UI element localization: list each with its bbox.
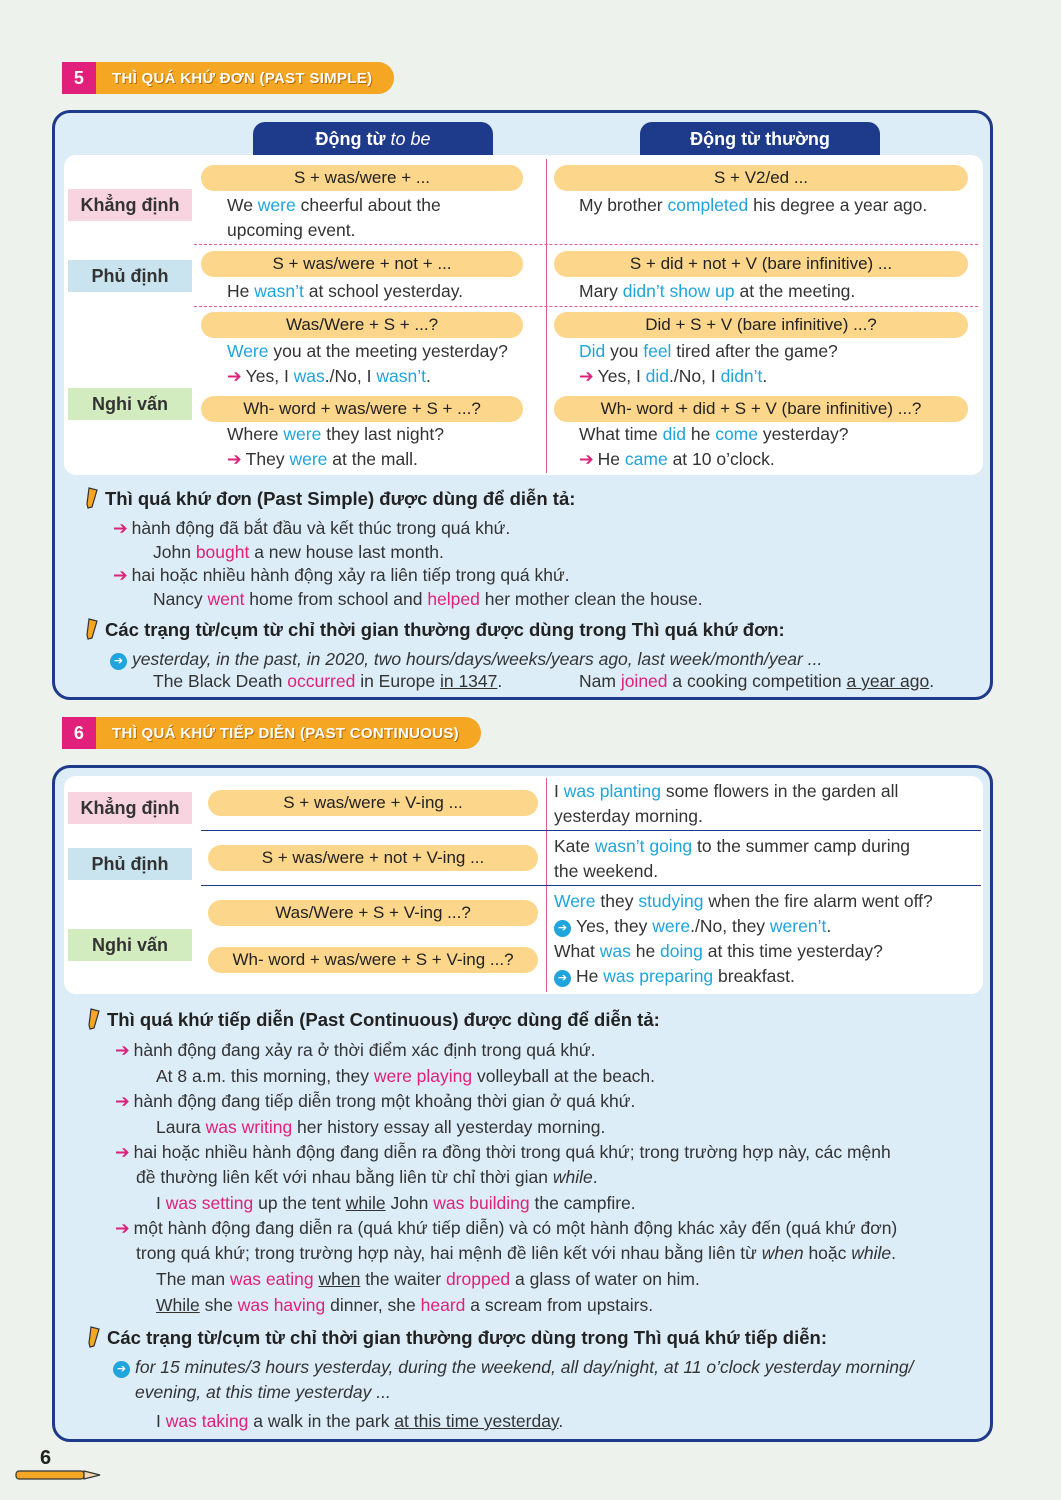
section6-usage-1-example: At 8 a.m. this morning, they were playing volleyball at the beach. — [156, 1066, 656, 1086]
example-neg-regular: Mary didn’t show up at the meeting. — [579, 281, 856, 301]
formula-q: Was/Were + S + V-ing ...? — [208, 900, 538, 926]
page-number: 6 — [40, 1447, 52, 1469]
section5-number: 5 — [62, 62, 96, 94]
row-label-affirm: Khẳng định — [68, 189, 192, 221]
row-label-q: Nghi vấn — [68, 388, 192, 420]
arrow-icon: ➔ — [579, 449, 594, 469]
formula-affirm-tobe: S + was/were + ... — [201, 165, 523, 191]
section6-usage-2: ➔ hành động đang tiếp diễn trong một khoảng thời gian ở quá khứ. — [115, 1089, 635, 1114]
section6-usage-4: ➔ một hành động đang diễn ra (quá khứ tiếp diễn) và có một hành động khác xảy đến (quá khứ đơn) trong quá khứ; trong trường hợp này, hai mệnh đề liên kết với nhau bằng liên từ when hoặc while. — [115, 1218, 898, 1263]
section6-number: 6 — [62, 717, 96, 749]
circle-arrow-icon: ➔ — [554, 920, 571, 937]
section6-title: THÌ QUÁ KHỨ TIẾP DIỄN (PAST CONTINUOUS) — [112, 724, 459, 742]
formula-q-regular: Did + S + V (bare infinitive) ...? — [554, 312, 968, 338]
section6-adverbs-example: I was taking a walk in the park at this time yesterday. — [156, 1411, 564, 1431]
example-neg: Kate wasn’t going to the summer camp during the weekend. — [554, 836, 911, 881]
example-wh-tobe: Where were they last night? ➔ They were at the mall. — [227, 422, 444, 472]
circle-arrow-icon: ➔ — [110, 653, 127, 670]
section5-table — [64, 155, 983, 475]
section6-adverbs-list: ➔ for 15 minutes/3 hours yesterday, during the weekend, all day/night, at 11 o’clock yesterday morning/ evening, at this time yesterday ... — [113, 1355, 993, 1405]
formula-wh-regular: Wh- word + did + S + V (bare infinitive) ...? — [554, 396, 968, 422]
section5-usage-1: ➔ hành động đã bắt đầu và kết thúc trong quá khứ. — [113, 516, 510, 541]
section5-usage-1-example: John bought a new house last month. — [153, 542, 444, 562]
section5-usage-title: Thì quá khứ đơn (Past Simple) được dùng để diễn tả: — [85, 487, 575, 510]
pencil-icon — [85, 618, 99, 640]
arrow-icon: ➔ — [115, 1218, 130, 1238]
row-label-neg: Phủ định — [68, 260, 192, 292]
formula-neg-regular: S + did + not + V (bare infinitive) ... — [554, 251, 968, 277]
section5-adverbs-title: Các trạng từ/cụm từ chỉ thời gian thường được dùng trong Thì quá khứ đơn: — [85, 618, 785, 641]
section6-usage-title: Thì quá khứ tiếp diễn (Past Continuous) được dùng để diễn tả: — [87, 1008, 660, 1031]
row-label-neg: Phủ định — [68, 848, 192, 880]
pencil-footer-icon — [14, 1468, 104, 1482]
example-q-regular: Did you feel tired after the game? ➔ Yes, I did./No, I didn’t. — [579, 339, 838, 389]
formula-q-tobe: Was/Were + S + ...? — [201, 312, 523, 338]
formula-neg: S + was/were + not + V-ing ... — [208, 845, 538, 871]
section5-adverbs-example-1: The Black Death occurred in Europe in 1347. — [153, 671, 503, 691]
pencil-icon — [87, 1326, 101, 1348]
section5-header — [62, 62, 394, 94]
col-head-regular-verb: Động từ thường — [640, 122, 880, 156]
arrow-icon: ➔ — [579, 366, 594, 386]
example-q: Were they studying when the fire alarm went off? ➔ Yes, they were./No, they weren’t. What was he doing at this time yesterday? ➔ He was preparing breakfast. — [554, 891, 933, 986]
section5-usage-2-example: Nancy went home from school and helped her mother clean the house. — [153, 589, 703, 609]
formula-wh: Wh- word + was/were + S + V-ing ...? — [208, 947, 538, 973]
arrow-icon: ➔ — [115, 1142, 130, 1162]
arrow-icon: ➔ — [227, 449, 242, 469]
circle-arrow-icon: ➔ — [113, 1361, 130, 1378]
example-affirm-regular: My brother completed his degree a year ago. — [579, 195, 928, 215]
circle-arrow-icon: ➔ — [554, 970, 571, 987]
formula-affirm-regular: S + V2/ed ... — [554, 165, 968, 191]
example-affirm: I was planting some flowers in the garden all yesterday morning. — [554, 781, 899, 826]
section6-table — [64, 776, 983, 994]
section6-usage-3: ➔ hai hoặc nhiều hành động đang diễn ra đồng thời trong quá khứ; trong trường hợp này, các mệnh đề thường liên kết với nhau bằng liên từ chỉ thời gian while. — [115, 1142, 891, 1187]
formula-affirm: S + was/were + V-ing ... — [208, 790, 538, 816]
section5-adverbs-list: ➔ yesterday, in the past, in 2020, two hours/days/weeks/years ago, last week/month/year ... — [110, 647, 822, 672]
section6-usage-1: ➔ hành động đang xảy ra ở thời điểm xác định trong quá khứ. — [115, 1038, 595, 1063]
section5-adverbs-example-2: Nam joined a cooking competition a year ago. — [579, 671, 935, 691]
col-head-to-be: Động từ to be — [253, 122, 493, 156]
pencil-icon — [87, 1008, 101, 1030]
section6-adverbs-title: Các trạng từ/cụm từ chỉ thời gian thường được dùng trong Thì quá khứ tiếp diễn: — [87, 1326, 827, 1349]
section5-box — [52, 110, 993, 700]
example-q-tobe: Were you at the meeting yesterday? ➔ Yes, I was./No, I wasn’t. — [227, 339, 508, 389]
section6-box — [52, 765, 993, 1442]
section6-usage-3-example: I was setting up the tent while John was building the campfire. — [156, 1193, 636, 1213]
section6-header — [62, 717, 481, 749]
row-label-affirm: Khẳng định — [68, 792, 192, 824]
section6-usage-4-example-1: The man was eating when the waiter dropped a glass of water on him. — [156, 1269, 700, 1289]
arrow-icon: ➔ — [113, 565, 128, 585]
example-neg-tobe: He wasn’t at school yesterday. — [227, 281, 464, 301]
section5-title: THÌ QUÁ KHỨ ĐƠN (PAST SIMPLE) — [112, 69, 373, 87]
section5-usage-2: ➔ hai hoặc nhiều hành động xảy ra liên tiếp trong quá khứ. — [113, 563, 570, 588]
arrow-icon: ➔ — [227, 366, 242, 386]
section6-usage-4-example-2: While she was having dinner, she heard a scream from upstairs. — [156, 1295, 654, 1315]
arrow-icon: ➔ — [113, 518, 128, 538]
arrow-icon: ➔ — [115, 1040, 130, 1060]
arrow-icon: ➔ — [115, 1091, 130, 1111]
formula-neg-tobe: S + was/were + not + ... — [201, 251, 523, 277]
pencil-icon — [85, 487, 99, 509]
example-affirm-tobe: We were cheerful about the upcoming event. — [227, 195, 441, 240]
row-label-q: Nghi vấn — [68, 929, 192, 961]
example-wh-regular: What time did he come yesterday? ➔ He came at 10 o’clock. — [579, 422, 848, 472]
section6-usage-2-example: Laura was writing her history essay all yesterday morning. — [156, 1117, 606, 1137]
formula-wh-tobe: Wh- word + was/were + S + ...? — [201, 396, 523, 422]
